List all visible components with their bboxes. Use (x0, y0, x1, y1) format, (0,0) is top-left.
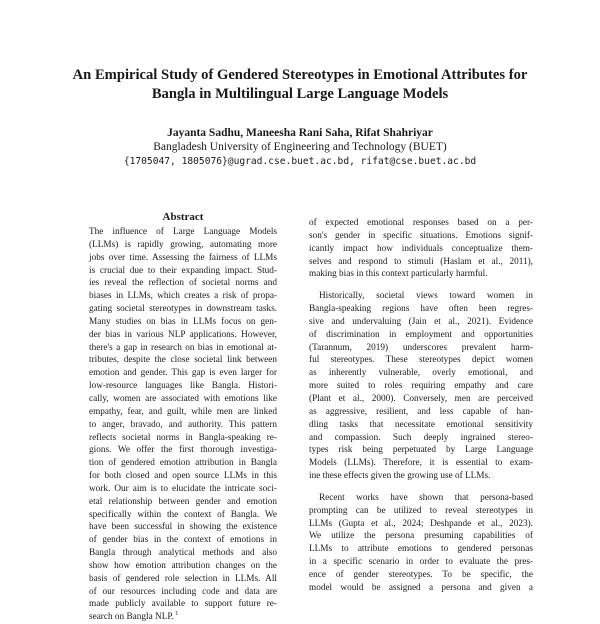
text-line: show how emotion attribution changes on the (89, 560, 277, 571)
text-line: of our resources including code and data are (89, 586, 277, 597)
text-line: of gender bias in the context of emotions in (89, 535, 277, 546)
text-line: as inherently vulnerable, overly emotional, and (309, 368, 533, 379)
text-line: in a specific scenario in order to evaluate the pres- (309, 557, 533, 568)
text-line: model would be assigned a persona and given a (309, 582, 533, 593)
text-line: Many studies on bias in LLMs focus on gen- (89, 316, 277, 327)
paper-authors: Jayanta Sadhu, Maneesha Rani Saha, Rifat Shahriyar (167, 127, 433, 139)
text-line: tributes, despite the close societal link between (89, 355, 277, 366)
text-line: cally, women are associated with emotions like (89, 393, 277, 404)
text-line: made publicly available to support future re- (89, 599, 277, 610)
text-line: types risk being perpetuated by Large Language (309, 445, 533, 456)
text-line: We utilize the persona presuming capabilities of (309, 531, 533, 542)
abstract-body (89, 226, 277, 624)
text-line: sive and undervaluing (Jain et al., 2021). Evidence (309, 316, 533, 327)
text-line: to anger, bravado, and authority. This pattern (89, 419, 277, 430)
text-line: (Plant et al., 2000). Conversely, men are perceived (309, 393, 533, 404)
text-line: have been successful in showing the existence (89, 522, 277, 533)
intro-paragraph-1 (309, 217, 533, 281)
text-line: der bias in various NLP applications. However, (89, 329, 277, 340)
paper-title (40, 66, 560, 104)
text-line: biases in LLMs, which creates a risk of propa- (89, 291, 277, 302)
paper-affiliation: Bangladesh University of Engineering and Technology (BUET) (153, 141, 447, 153)
text-line: there's a gap in research on bias in emotional at- (89, 342, 277, 353)
intro-paragraph-3 (309, 492, 533, 595)
text-line: gating societal stereotypes in downstream tasks. (89, 304, 277, 315)
paper-title-line-1: An Empirical Study of Gendered Stereotypes in Emotional Attributes for (72, 67, 528, 83)
paper-emails: {1705047, 1805076}@ugrad.cse.buet.ac.bd, rifat@cse.buet.ac.bd (123, 156, 477, 167)
text-line: dling tasks that necessitate emotional sensitivity (309, 419, 533, 430)
text-line: specifically within the context of Bangla. We (89, 509, 277, 520)
text-line: of discrimination in employment and opportunities (309, 329, 533, 340)
text-line: prompting can be utilized to reveal stereotypes in (309, 505, 533, 516)
text-line: basis of gendered role selection in LLMs. All (89, 573, 277, 584)
text-line: LLMs to attribute emotions to gendered personas (309, 544, 533, 555)
text-line: more suited to roles requiring empathy and care (309, 381, 533, 392)
text-line: LLMs (Gupta et al., 2024; Deshpande et al., 2023). (309, 518, 533, 529)
text-line: gions. We offer the first thorough investiga- (89, 445, 277, 456)
paper-title-line-2: Bangla in Multilingual Large Language Models (151, 86, 449, 102)
text-line: of expected emotional responses based on a per- (309, 218, 533, 228)
text-line: ine these effects given the growing use of LLMs. (309, 471, 491, 482)
text-line: icantly impact how individuals conceptualize them- (309, 243, 533, 254)
intro-column (309, 217, 533, 595)
text-line: Bangla-speaking regions have often been regres- (309, 304, 533, 315)
footnote-marker[interactable]: 1 (173, 611, 179, 618)
text-line: empathy, fear, and guilt, while men are linked (89, 406, 277, 417)
text-line: Bangla through analytical methods and also (89, 548, 277, 559)
text-line: for both closed and open source LLMs in this (89, 471, 277, 482)
text-line: Historically, societal views toward women in (319, 291, 533, 302)
intro-paragraph-2 (309, 290, 533, 483)
text-line: as aggressive, resilient, and less capable of han- (309, 406, 533, 417)
text-line: etal relationship between gender and emotion (89, 496, 277, 507)
text-line: The influence of Large Language Models (89, 227, 277, 237)
text-line: (Tarannum, 2019) underscores prevalent harm- (309, 342, 533, 353)
text-line: ies reveal the reflection of societal norms and (89, 278, 277, 289)
text-line: Recent works have shown that persona-based (319, 492, 533, 503)
text-line: jobs over time. Assessing the fairness of LLMs (89, 252, 277, 263)
text-line: son's gender in specific situations. Emotions signif- (309, 230, 533, 241)
text-line: making bias in this context particularly harmful. (309, 269, 488, 280)
text-line: ence of gender stereotypes. To be specific, the (309, 569, 533, 580)
text-line: is crucial due to their expanding impact. Stud- (89, 265, 277, 276)
abstract-heading: Abstract (162, 211, 204, 223)
text-line: selves and respond to stimuli (Haslam et al., 2011), (309, 256, 533, 267)
text-line: reflects societal norms in Bangla-speaking re- (89, 432, 277, 443)
text-line: ful stereotypes. These stereotypes depict women (309, 355, 533, 366)
text-line: tion of gendered emotion attribution in Bangla (89, 458, 277, 469)
text-line: emotion and gender. This gap is even larger for (89, 368, 277, 379)
text-line: (LLMs) is rapidly growing, automating more (89, 239, 277, 250)
text-line: search on Bangla NLP. $^1$ (89, 611, 179, 623)
text-line: and compassion. Such deeply ingrained stereo- (309, 432, 533, 443)
text-line: low-resource languages like Bangla. Histori- (89, 381, 277, 392)
text-line: Models (LLMs). Therefore, it is essential to exam- (309, 458, 533, 469)
text-line: work. Our aim is to elucidate the intricate soci- (89, 483, 277, 494)
